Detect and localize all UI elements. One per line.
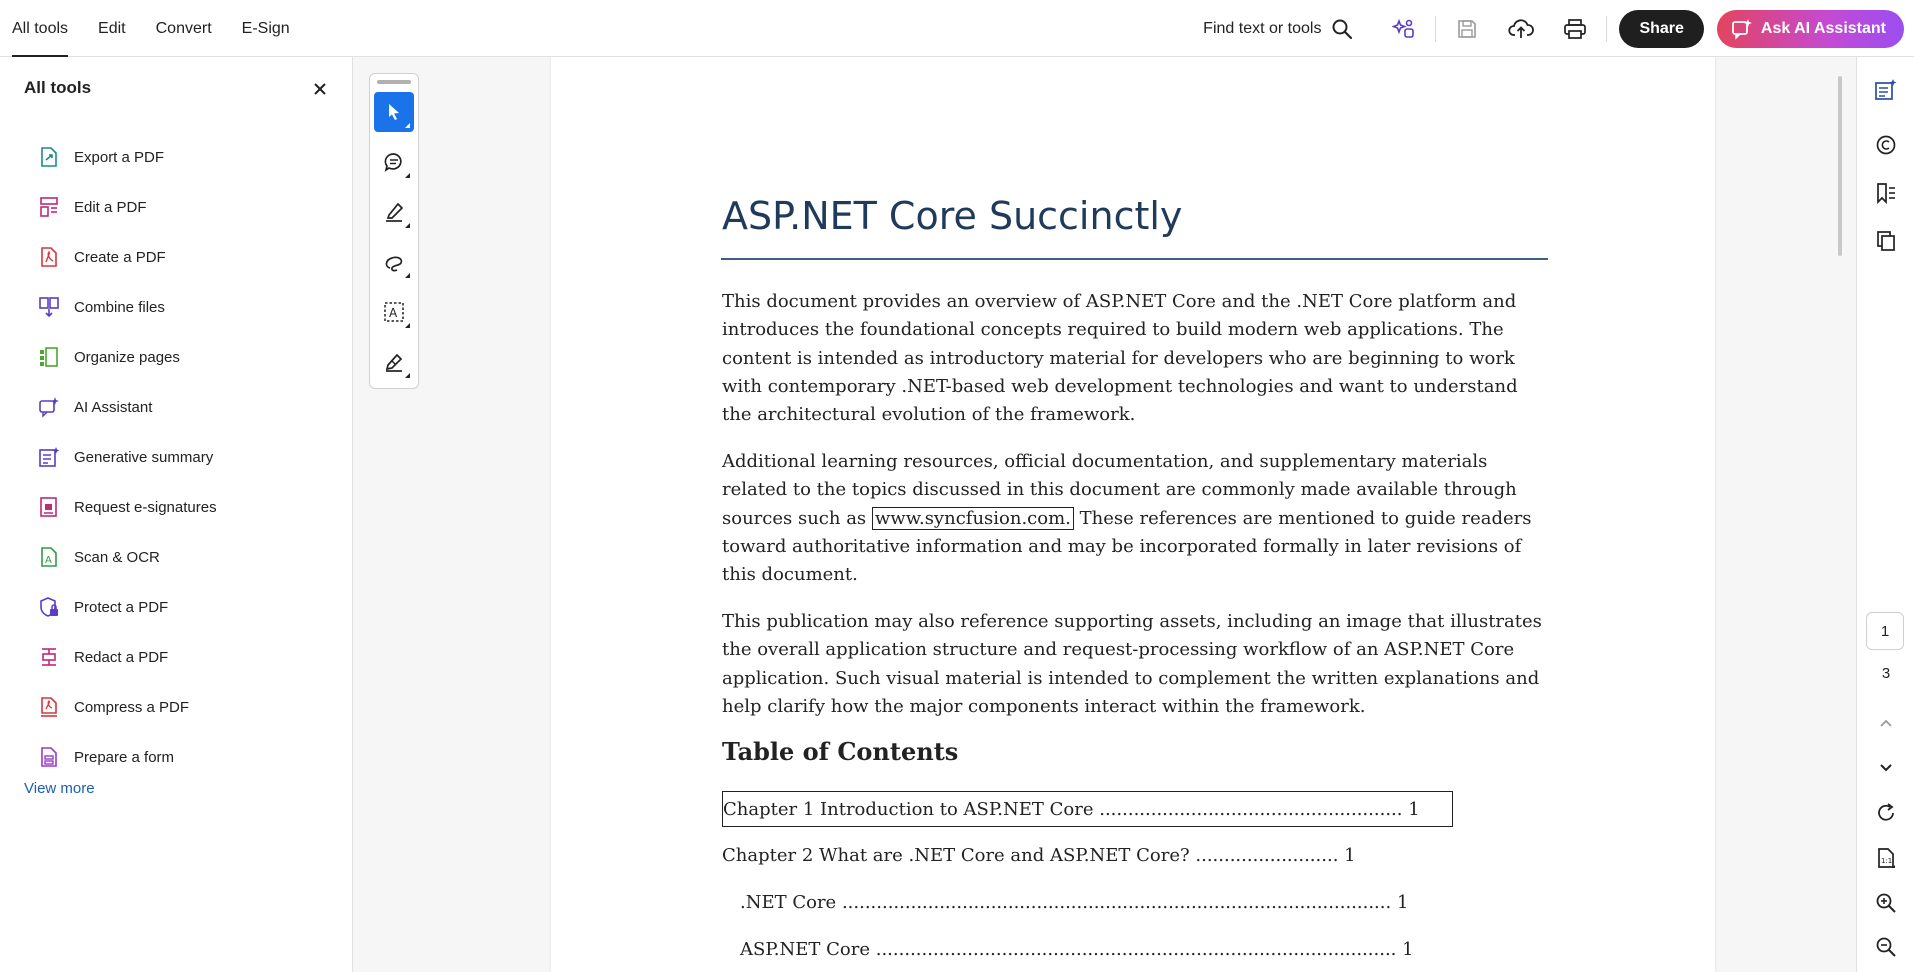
toc-dots: ................................................................................................ (841, 892, 1392, 913)
printer-icon (1563, 18, 1587, 40)
ask-ai-assistant-button[interactable] (1717, 10, 1904, 48)
toc-entry[interactable] (740, 932, 1414, 968)
combine-files-icon (36, 294, 62, 320)
page-thumbnails-button[interactable] (1873, 228, 1899, 254)
tool-label: Scan & OCR (74, 548, 160, 566)
export-pdf-icon (36, 144, 62, 170)
svg-text:A: A (45, 555, 52, 566)
view-more-link[interactable]: View more (24, 780, 95, 797)
rotate-icon (1875, 802, 1897, 824)
paragraph-2-text: Additional learning resources, official documentation, and supplementary materials related to the topics discussed in this document are commonly made available through sources such as (722, 451, 1517, 529)
tool-scan-ocr[interactable] (24, 532, 217, 582)
tool-ai-assistant[interactable] (24, 382, 217, 432)
cursor-arrow-icon (384, 102, 404, 122)
add-text-button[interactable] (374, 292, 414, 332)
chevron-down-icon (1878, 759, 1894, 775)
toc-entry[interactable] (722, 791, 1453, 827)
ai-assistant-icon (36, 394, 62, 420)
submenu-indicator (405, 123, 410, 128)
add-comment-button[interactable] (374, 142, 414, 182)
top-bar (0, 0, 1914, 57)
bookmarks-button[interactable] (1873, 180, 1899, 206)
protect-pdf-icon (36, 594, 62, 620)
save-icon (1456, 18, 1478, 40)
top-toolbar (1203, 0, 1914, 57)
toc-entry-text: ASP.NET Core (740, 939, 876, 960)
quick-tools-toolbar (369, 73, 419, 389)
paragraph-2-text-end: These references are mentioned to guide readers toward authoritative information and may be incorporated formally in later revisions of this document. (722, 507, 1532, 586)
select-tool-button[interactable] (374, 92, 414, 132)
tab-edit[interactable]: Edit (98, 19, 126, 37)
ai-sparkle-tools-icon (1392, 17, 1416, 41)
submenu-indicator (405, 373, 410, 378)
create-pdf-icon (36, 244, 62, 270)
tool-prepare-form[interactable] (24, 732, 217, 782)
tool-request-esignatures[interactable] (24, 482, 217, 532)
zoom-in-icon (1875, 892, 1897, 914)
draw-button[interactable] (374, 242, 414, 282)
document-title: ASP.NET Core Succinctly (722, 194, 1183, 238)
tool-generative-summary[interactable] (24, 432, 217, 482)
title-rule (721, 258, 1548, 260)
tool-label: Prepare a form (74, 748, 175, 766)
tool-label: AI Assistant (74, 398, 153, 416)
pdf-page[interactable] (551, 57, 1715, 972)
request-esignatures-icon (36, 494, 62, 520)
prepare-form-icon (36, 744, 62, 770)
redact-pdf-icon (36, 644, 62, 670)
toc-entry[interactable] (722, 838, 1356, 874)
tool-label: Create a PDF (74, 248, 166, 266)
find-text-or-tools-button[interactable] (1203, 18, 1353, 40)
highlighter-pen-icon (383, 201, 405, 223)
toc-entry[interactable] (740, 885, 1408, 921)
submenu-indicator (405, 273, 410, 278)
ai-assistant-icon (1731, 18, 1753, 40)
drag-handle[interactable] (377, 80, 411, 84)
total-pages: 3 (1881, 665, 1891, 682)
toc-dots: ..................................................... (1099, 799, 1403, 820)
tool-create-pdf[interactable] (24, 232, 217, 282)
close-icon[interactable] (312, 81, 328, 97)
tool-compress-pdf[interactable] (24, 682, 217, 732)
tool-label: Organize pages (74, 348, 180, 366)
print-button[interactable] (1557, 11, 1593, 47)
toc-entry-text: .NET Core (740, 892, 842, 913)
tool-label: Generative summary (74, 448, 214, 466)
upload-cloud-button[interactable] (1503, 11, 1539, 47)
bookmark-list-icon (1875, 182, 1897, 204)
toc-page-number: 1 (1408, 799, 1420, 820)
toc-page-number: 1 (1344, 845, 1356, 866)
find-label: Find text or tools (1203, 19, 1322, 37)
scan-ocr-icon (36, 544, 62, 570)
tool-combine-files[interactable] (24, 282, 217, 332)
toc-dots: ........................................................................................... (875, 939, 1397, 960)
signature-pen-icon (383, 351, 405, 373)
tool-organize-pages[interactable] (24, 332, 217, 382)
svg-text:1:1: 1:1 (1881, 857, 1893, 865)
submenu-indicator (405, 223, 410, 228)
highlight-button[interactable] (374, 192, 414, 232)
submenu-indicator (405, 173, 410, 178)
comments-panel-button[interactable] (1873, 132, 1899, 158)
toolbar-divider-2 (1606, 16, 1607, 42)
previous-page-button[interactable] (1873, 711, 1899, 737)
chevron-up-icon (1878, 716, 1894, 732)
paragraph-1: This document provides an overview of ASP.NET Core and the .NET Core platform and introduces the foundational concepts required to build modern web applications. The content is intended as introductory material for developers who are beginning to work with contemporary .NET-based web development technologies and want to understand the architectural evolution of the framework. (722, 291, 1518, 426)
tab-convert[interactable]: Convert (155, 19, 212, 37)
comment-at-icon (1875, 134, 1897, 156)
rotate-button[interactable] (1873, 800, 1899, 826)
tab-all-tools[interactable]: All tools (12, 0, 68, 57)
current-page-input[interactable]: 1 (1866, 612, 1904, 650)
cloud-upload-icon (1508, 18, 1534, 40)
tool-label: Export a PDF (74, 148, 165, 166)
tool-label: Edit a PDF (74, 198, 147, 216)
tool-label: Combine files (74, 298, 165, 316)
top-nav (0, 0, 308, 57)
panel-title: All tools (24, 78, 92, 97)
page-fit-button[interactable] (1873, 845, 1899, 871)
all-tools-panel (0, 57, 353, 972)
tool-edit-pdf[interactable] (24, 182, 217, 232)
vertical-scrollbar[interactable] (1838, 76, 1842, 256)
generative-summary-icon (1874, 78, 1898, 102)
toc-dots: ......................... (1195, 845, 1339, 866)
paragraph-3: This publication may also reference supporting assets, including an image that illustrates the overall application structure and request-processing workflow of an ASP.NET Core application. Such visual material is intended to complement the written explanations and help clarify how the major components interact within the framework. (722, 611, 1542, 717)
edit-pdf-icon (36, 194, 62, 220)
compress-pdf-icon (36, 694, 62, 720)
toc-page-number: 1 (1402, 939, 1414, 960)
tool-protect-pdf[interactable] (24, 582, 217, 632)
tool-label: Request e-signatures (74, 498, 217, 516)
search-icon (1331, 18, 1353, 40)
text-box-icon (383, 301, 405, 323)
freehand-draw-icon (383, 251, 405, 273)
toc-entry-text: Chapter 1 Introduction to ASP.NET Core (723, 799, 1100, 820)
next-page-button[interactable] (1873, 754, 1899, 780)
toc-entry-text: Chapter 2 What are .NET Core and ASP.NET Core? (722, 845, 1196, 866)
right-rail (1856, 57, 1914, 972)
tab-esign[interactable]: E-Sign (241, 19, 290, 37)
zoom-out-icon (1875, 936, 1897, 958)
comment-icon (383, 151, 405, 173)
document-canvas (353, 57, 1856, 972)
zoom-in-button[interactable] (1873, 890, 1899, 916)
toc-heading: Table of Contents (722, 737, 959, 766)
paragraph-2 (722, 448, 1549, 589)
save-button[interactable] (1449, 11, 1485, 47)
tool-list (24, 132, 217, 782)
tool-label: Compress a PDF (74, 698, 190, 716)
svg-text:A: A (389, 306, 398, 320)
page-fit-icon (1875, 847, 1897, 869)
toolbar-divider (1435, 16, 1436, 42)
tool-label: Redact a PDF (74, 648, 169, 666)
toc-page-number: 1 (1396, 892, 1409, 913)
ask-ai-label: Ask AI Assistant (1760, 19, 1886, 37)
sign-button[interactable] (374, 342, 414, 382)
zoom-out-button[interactable] (1873, 934, 1899, 960)
syncfusion-link[interactable]: www.syncfusion.com. (872, 507, 1074, 530)
tool-redact-pdf[interactable] (24, 632, 217, 682)
tool-label: Protect a PDF (74, 598, 169, 616)
submenu-indicator (405, 323, 410, 328)
share-button[interactable]: Share (1619, 10, 1703, 48)
tool-export-pdf[interactable] (24, 132, 217, 182)
generative-summary-button[interactable] (1873, 77, 1899, 103)
copy-pages-icon (1875, 230, 1897, 252)
generative-summary-icon (36, 444, 62, 470)
organize-pages-icon (36, 344, 62, 370)
ai-tools-button[interactable] (1386, 11, 1422, 47)
